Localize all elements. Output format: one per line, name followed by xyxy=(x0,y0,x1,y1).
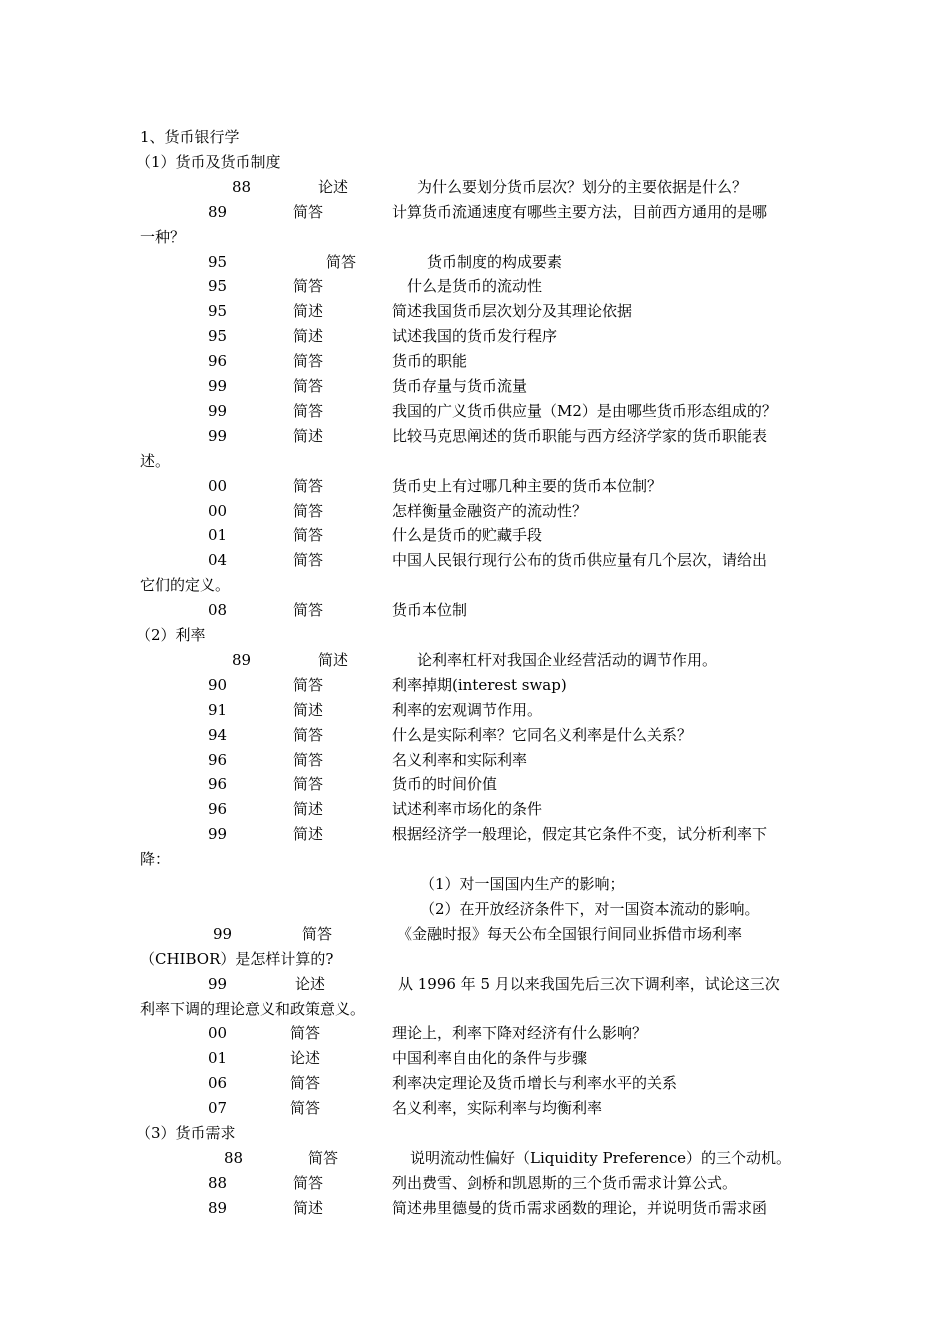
item-type: 简答 xyxy=(293,775,324,794)
item-type: 简答 xyxy=(293,501,324,520)
item-type: 简述 xyxy=(318,650,349,669)
item-question: 中国人民银行现行公布的货币供应量有几个层次，请给出 xyxy=(392,551,768,570)
item-question-continuation: 降： xyxy=(140,850,171,869)
item-question-continuation: 述。 xyxy=(140,451,171,470)
item-year: 89 xyxy=(208,1198,228,1217)
item-year: 88 xyxy=(232,177,252,196)
item-year: 95 xyxy=(208,252,228,271)
item-year: 96 xyxy=(208,775,228,794)
item-type: 简答 xyxy=(293,551,324,570)
item-year: 06 xyxy=(208,1074,228,1093)
item-year: 01 xyxy=(208,526,228,545)
item-year: 01 xyxy=(208,1049,228,1068)
item-type: 简答 xyxy=(308,1148,339,1167)
item-question: 试述我国的货币发行程序 xyxy=(392,327,558,346)
item-type: 简答 xyxy=(293,750,324,769)
item-year: 00 xyxy=(208,476,228,495)
item-question: 根据经济学一般理论，假定其它条件不变，试分析利率下 xyxy=(392,825,768,844)
item-question-continuation: 利率下调的理论意义和政策意义。 xyxy=(140,999,366,1018)
item-question: 名义利率，实际利率与均衡利率 xyxy=(392,1099,603,1118)
item-type: 简述 xyxy=(293,825,324,844)
item-year: 91 xyxy=(208,700,228,719)
section-heading: （1）货币及货币制度 xyxy=(136,152,281,171)
page-title: 1、货币银行学 xyxy=(140,128,240,146)
section-heading: （2）利率 xyxy=(136,626,206,644)
item-year: 88 xyxy=(208,1173,228,1192)
item-type: 简答 xyxy=(293,601,324,620)
item-type: 简答 xyxy=(302,924,333,943)
item-type: 论述 xyxy=(318,177,349,196)
item-year: 08 xyxy=(208,601,228,620)
item-year: 99 xyxy=(208,974,228,993)
item-year: 95 xyxy=(208,302,228,321)
item-year: 00 xyxy=(208,1024,228,1043)
item-question: 为什么要划分货币层次？划分的主要依据是什么？ xyxy=(417,177,748,196)
item-question: 货币存量与货币流量 xyxy=(392,377,528,395)
item-type: 简答 xyxy=(326,252,357,271)
item-type: 简答 xyxy=(293,202,324,221)
item-question: 试述利率市场化的条件 xyxy=(392,800,543,819)
item-year: 99 xyxy=(213,924,233,943)
item-question: 从 1996 年 5 月以来我国先后三次下调利率，试论这三次 xyxy=(398,974,780,993)
item-year: 88 xyxy=(224,1148,244,1167)
item-year: 07 xyxy=(208,1099,228,1118)
item-year: 90 xyxy=(208,675,228,694)
item-question-continuation: 它们的定义。 xyxy=(140,576,231,595)
item-type: 简答 xyxy=(293,377,324,395)
item-type: 简答 xyxy=(293,352,324,371)
item-type: 简答 xyxy=(293,526,324,545)
item-type: 简述 xyxy=(293,700,324,719)
section-heading: （3）货币需求 xyxy=(136,1124,236,1142)
item-question: （1）对一国国内生产的影响； xyxy=(420,875,625,893)
item-type: 论述 xyxy=(295,974,326,993)
item-type: 简述 xyxy=(293,302,324,321)
item-question: 计算货币流通速度有哪些主要方法，目前西方通用的是哪 xyxy=(392,202,768,221)
item-year: 94 xyxy=(208,725,228,744)
item-year: 96 xyxy=(208,352,228,371)
item-question: 名义利率和实际利率 xyxy=(392,750,528,769)
item-question: 我国的广义货币供应量（M2）是由哪些货币形态组成的？ xyxy=(392,401,777,420)
item-year: 96 xyxy=(208,750,228,769)
item-type: 简述 xyxy=(293,327,324,346)
item-question-continuation: （CHIBOR）是怎样计算的? xyxy=(140,949,334,968)
item-question: 简述弗里德曼的货币需求函数的理论，并说明货币需求函 xyxy=(392,1198,768,1217)
item-question: 说明流动性偏好（Liquidity Preference）的三个动机。 xyxy=(410,1148,792,1167)
item-question-continuation: 一种？ xyxy=(140,227,186,246)
item-type: 简答 xyxy=(293,476,324,495)
item-type: 简述 xyxy=(293,1198,324,1217)
item-question: 货币制度的构成要素 xyxy=(427,252,563,271)
item-type: 论述 xyxy=(290,1049,321,1068)
item-question: 比较马克思阐述的货币职能与西方经济学家的货币职能表 xyxy=(392,426,768,445)
item-type: 简述 xyxy=(293,426,324,445)
item-question: 货币史上有过哪几种主要的货币本位制？ xyxy=(392,476,663,495)
item-type: 简答 xyxy=(293,675,324,694)
item-question: 利率决定理论及货币增长与利率水平的关系 xyxy=(392,1074,678,1093)
item-question: 怎样衡量金融资产的流动性？ xyxy=(392,501,588,520)
item-year: 99 xyxy=(208,401,228,420)
item-question: 利率的宏观调节作用。 xyxy=(392,700,543,719)
item-question: 列出费雪、剑桥和凯恩斯的三个货币需求计算公式。 xyxy=(392,1173,738,1192)
item-question: 论利率杠杆对我国企业经营活动的调节作用。 xyxy=(417,650,718,669)
item-question: 利率掉期(interest swap) xyxy=(392,675,567,694)
item-type: 简答 xyxy=(293,1173,324,1192)
item-question: 简述我国货币层次划分及其理论依据 xyxy=(392,302,633,321)
item-question: 《金融时报》每天公布全国银行间同业拆借市场利率 xyxy=(397,924,743,943)
item-year: 00 xyxy=(208,501,228,520)
item-year: 96 xyxy=(208,800,228,819)
item-type: 简答 xyxy=(293,725,324,744)
item-year: 99 xyxy=(208,426,228,445)
item-question: 中国利率自由化的条件与步骤 xyxy=(392,1049,588,1068)
item-question: 什么是货币的贮藏手段 xyxy=(392,526,543,545)
item-question: 什么是实际利率？它同名义利率是什么关系？ xyxy=(392,725,693,744)
item-year: 89 xyxy=(232,650,252,669)
item-type: 简答 xyxy=(290,1099,321,1118)
item-type: 简答 xyxy=(293,277,324,296)
item-type: 简答 xyxy=(290,1074,321,1093)
item-question: 货币的时间价值 xyxy=(392,775,498,794)
item-question: （2）在开放经济条件下，对一国资本流动的影响。 xyxy=(420,899,760,918)
item-year: 89 xyxy=(208,202,228,221)
item-question: 货币的职能 xyxy=(392,352,468,371)
item-type: 简答 xyxy=(290,1024,321,1043)
item-year: 99 xyxy=(208,825,228,844)
item-type: 简答 xyxy=(293,401,324,420)
item-year: 04 xyxy=(208,551,228,570)
item-year: 95 xyxy=(208,327,228,346)
item-question: 货币本位制 xyxy=(392,601,468,620)
item-question: 什么是货币的流动性 xyxy=(407,277,543,296)
item-question: 理论上，利率下降对经济有什么影响？ xyxy=(392,1024,648,1043)
item-year: 95 xyxy=(208,277,228,296)
item-year: 99 xyxy=(208,377,228,395)
item-type: 简述 xyxy=(293,800,324,819)
